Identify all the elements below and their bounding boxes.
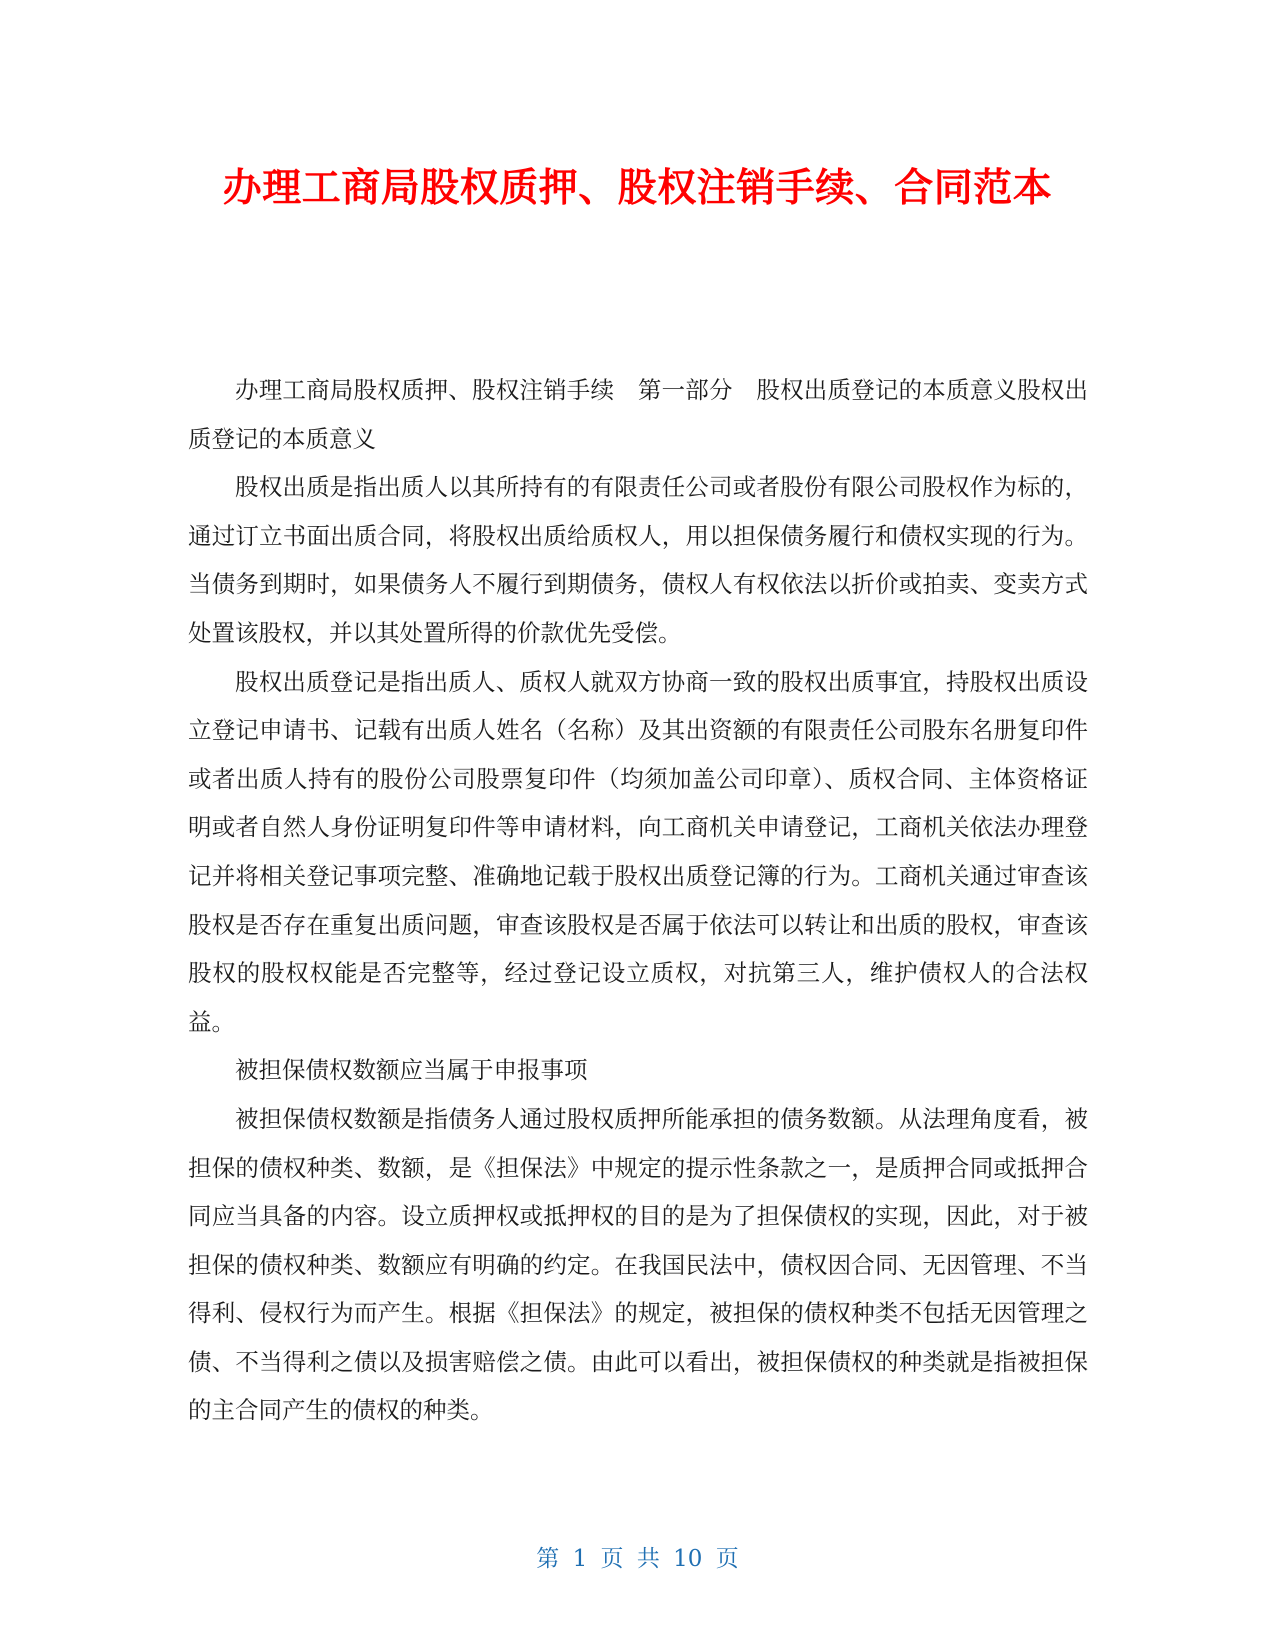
page-number-footer: 第 1 页 共 10 页 [536, 1546, 739, 1572]
paragraph: 被担保债权数额是指债务人通过股权质押所能承担的债务数额。从法理角度看，被担保的债权种类、数额，是《担保法》中规定的提示性条款之一，是质押合同或抵押合同应当具备的内容。设立质押权或抵押权的目的是为了担保债权的实现，因此，对于被担保的债权种类、数额应有明确的约定。在我国民法中，债权因合同、无因管理、不当得利、侵权行为而产生。根据《担保法》的规定，被担保的债权种类不包括无因管理之债、不当得利之债以及损害赔偿之债。由此可以看出，被担保债权的种类就是指被担保的主合同产生的债权的种类。 [188, 1104, 1088, 1425]
document-title: 办理工商局股权质押、股权注销手续、合同范本 [222, 166, 1053, 211]
section-heading: 被担保债权数额应当属于申报事项 [235, 1056, 588, 1085]
document-body [188, 366, 1088, 1435]
paragraph: 办理工商局股权质押、股权注销手续 第一部分 股权出质登记的本质意义股权出质登记的本质意义 [188, 376, 1088, 453]
paragraph: 股权出质登记是指出质人、质权人就双方协商一致的股权出质事宜，持股权出质设立登记申请书、记载有出质人姓名（名称）及其出资额的有限责任公司股东名册复印件或者出质人持有的股份公司股票复印件（均须加盖公司印章）、质权合同、主体资格证明或者自然人身份证明复印件等申请材料，向工商机关申请登记，工商机关依法办理登记并将相关登记事项完整、准确地记载于股权出质登记簿的行为。工商机关通过审查该股权是否存在重复出质问题，审查该股权是否属于依法可以转让和出质的股权，审查该股权的股权权能是否完整等，经过登记设立质权，对抗第三人，维护债权人的合法权益。 [188, 667, 1088, 1036]
paragraph: 股权出质是指出质人以其所持有的有限责任公司或者股份有限公司股权作为标的，通过订立书面出质合同，将股权出质给质权人，用以担保债务履行和债权实现的行为。当债务到期时，如果债务人不履行到期债务，债权人有权依法以折价或拍卖、变卖方式处置该股权，并以其处置所得的价款优先受偿。 [188, 473, 1088, 647]
